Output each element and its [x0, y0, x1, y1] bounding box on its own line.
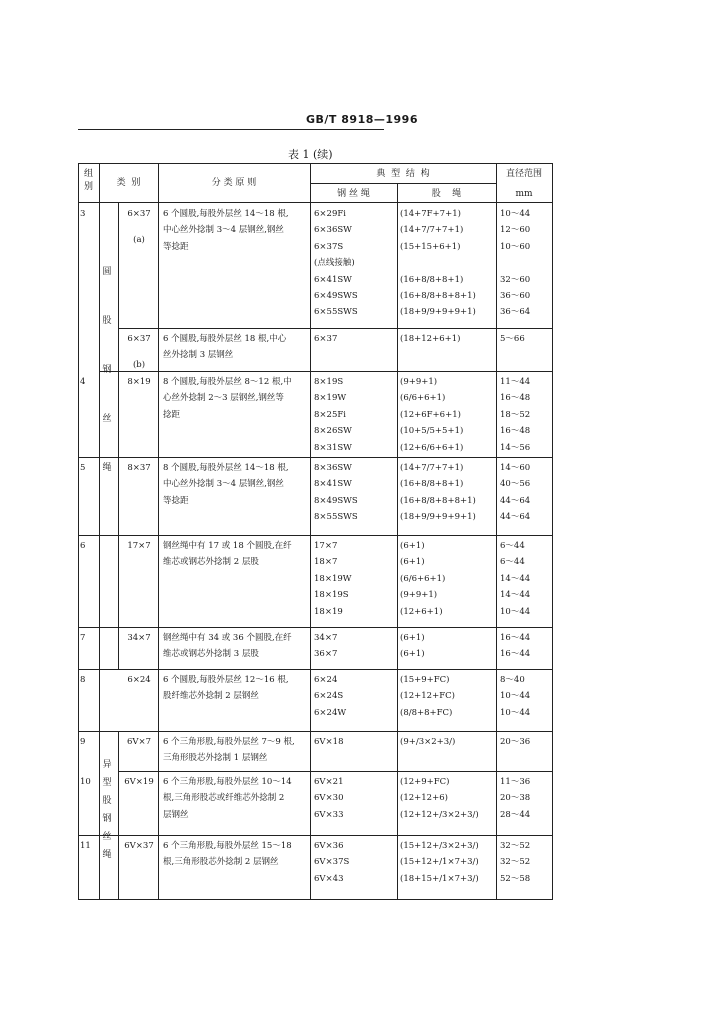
strand-structure: (12+12+6)	[400, 793, 448, 804]
header-principle: 分 类 原 则	[211, 178, 257, 188]
strand-structure: (18+12+6+1)	[400, 334, 461, 344]
diameter-range: 20～36	[500, 737, 531, 747]
header-diameter: 直径范围	[505, 169, 542, 179]
table-title: 表 1 (续)	[288, 148, 333, 161]
principle-line: 根,三角形股芯或纤维芯外捻制 2	[163, 793, 285, 804]
rope-structure: 6V×30	[314, 793, 344, 804]
diameter-range: 11～36	[500, 777, 531, 787]
category: 6V×37	[124, 841, 154, 851]
category: 8×19	[127, 377, 151, 387]
group-number: 6	[80, 541, 86, 551]
vertical-char: 丝	[102, 414, 112, 424]
group-number: 4	[80, 377, 86, 387]
page-header: GB/T 8918—1996	[306, 113, 418, 126]
rope-structure: 8×41SW	[314, 479, 352, 490]
principle-line: 三角形股芯外捻制 1 层钢丝	[163, 753, 268, 764]
rope-structure: 6V×21	[314, 777, 344, 787]
header-unit: mm	[515, 189, 533, 199]
group-number: 8	[80, 675, 86, 685]
header-group-char: 组	[83, 169, 93, 179]
category-sub: (a)	[133, 235, 145, 245]
group-number: 3	[80, 209, 86, 219]
rope-structure: 18×19W	[314, 573, 352, 584]
group-number: 5	[80, 463, 86, 473]
strand-structure: (12+6+1)	[400, 606, 443, 617]
vertical-char: 绳	[102, 850, 112, 860]
rope-structure: 6×29Fi	[314, 209, 346, 219]
diameter-range: 52～58	[500, 873, 531, 884]
principle-line: 维芯或钢芯外捻制 3 层股	[163, 649, 259, 660]
diameter-range: 14～60	[500, 463, 531, 473]
diameter-range: 5～66	[500, 334, 525, 344]
vertical-char: 钢	[102, 814, 112, 824]
category: 17×7	[127, 541, 151, 551]
category: 6V×7	[126, 737, 152, 747]
category: 8×37	[127, 463, 151, 473]
strand-structure: (8/8+8+FC)	[400, 707, 453, 718]
vertical-char: 绳	[102, 463, 112, 473]
diameter-range: 14～56	[500, 442, 531, 453]
strand-structure: (6+1)	[400, 649, 425, 660]
strand-structure: (16+8/8+8+1)	[400, 274, 464, 285]
rope-structure: 6V×18	[314, 737, 344, 747]
strand-structure: (10+5/5+5+1)	[400, 426, 464, 437]
principle-line: 6 个圆股,每股外层丝 18 根,中心	[163, 334, 287, 344]
principle-line: 心丝外捻制 2～3 层钢丝,钢丝等	[163, 393, 284, 404]
diameter-range: 10～44	[500, 691, 531, 702]
header-typical: 典 型 结 构	[376, 169, 430, 179]
strand-structure: (15+9+FC)	[400, 675, 450, 685]
rope-structure: 6V×33	[314, 809, 344, 820]
diameter-range: 40～56	[500, 479, 531, 490]
principle-line: 捻距	[163, 409, 181, 420]
header-strand: 股 绳	[431, 189, 462, 199]
strand-structure: (6+1)	[400, 633, 425, 643]
rope-structure: 8×25Fi	[314, 409, 346, 420]
strand-structure: (14+7F+7+1)	[400, 209, 461, 219]
strand-structure: (9+/3×2+3/)	[400, 737, 456, 747]
vertical-char: 圆	[102, 267, 112, 277]
diameter-range: 44～64	[500, 495, 531, 506]
vertical-char: 丝	[102, 832, 112, 842]
header-rope: 钢 丝 绳	[337, 189, 370, 199]
strand-structure: (6+1)	[400, 557, 425, 568]
group-number: 7	[80, 633, 86, 643]
principle-line: 8 个圆股,每股外层丝 14～18 根,	[163, 463, 289, 473]
strand-structure: (12+9+FC)	[400, 777, 450, 787]
principle-line: 中心丝外捻制 3～4 层钢丝,钢丝	[163, 225, 284, 236]
group-number: 11	[80, 841, 91, 851]
header-category: 类 别	[116, 178, 141, 188]
strand-structure: (6/6+6+1)	[400, 393, 446, 404]
rope-structure: 17×7	[314, 541, 338, 551]
strand-structure: (14+7/7+7+1)	[400, 225, 464, 236]
rope-structure: 8×55SWS	[314, 512, 358, 523]
rope-structure: 8×49SWS	[314, 495, 358, 506]
principle-line: 层钢丝	[163, 809, 189, 820]
rope-structure: 6×55SWS	[314, 307, 358, 318]
principle-line: 8 个圆股,每股外层丝 8～12 根,中	[163, 377, 292, 387]
rope-structure: 6×36SW	[314, 225, 352, 236]
diameter-range: 11～44	[500, 377, 531, 387]
diameter-range: 10～60	[500, 241, 531, 252]
rope-structure: 6×24W	[314, 707, 347, 718]
strand-structure: (16+8/8+8+8+1)	[400, 291, 476, 301]
strand-structure: (9+9+1)	[400, 377, 438, 387]
strand-structure: (12+12+FC)	[400, 691, 455, 702]
principle-line: 等捻距	[163, 241, 189, 252]
diameter-range: 12～60	[500, 225, 531, 236]
diameter-range: 10～44	[500, 707, 531, 718]
category: 6×37	[127, 334, 151, 344]
rope-structure: 8×26SW	[314, 426, 352, 437]
diameter-range: 6～44	[500, 557, 525, 568]
rope-structure: 18×19	[314, 606, 343, 617]
principle-line: 中心丝外捻制 3～4 层钢丝,钢丝	[163, 479, 284, 490]
diameter-range: 14～44	[500, 590, 531, 601]
category: 6×37	[127, 209, 151, 219]
strand-structure: (6/6+6+1)	[400, 573, 446, 584]
rope-structure: 34×7	[314, 633, 338, 643]
principle-line: 丝外捻制 3 层钢丝	[163, 350, 234, 361]
strand-structure: (14+7/7+7+1)	[400, 463, 464, 473]
rope-structure: 8×31SW	[314, 442, 352, 453]
diameter-range: 16～48	[500, 393, 531, 404]
diameter-range: 36～60	[500, 291, 531, 301]
rope-structure: 8×19S	[314, 377, 344, 387]
strand-structure: (12+12+/3×2+3/)	[400, 809, 479, 820]
strand-structure: (15+12+/3×2+3/)	[400, 841, 479, 851]
rope-structure: 6×41SW	[314, 274, 352, 285]
rope-structure: 18×19S	[314, 590, 349, 601]
principle-line: 6 个三角形股,每股外层丝 7～9 根,	[163, 737, 295, 747]
principle-line: 6 个圆股,每股外层丝 14～18 根,	[163, 209, 289, 219]
diameter-range: 8～40	[500, 675, 525, 685]
diameter-range: 10～44	[500, 209, 531, 219]
diameter-range: 28～44	[500, 809, 531, 820]
strand-structure: (18+9/9+9+9+1)	[400, 307, 476, 318]
rope-structure: 6×49SWS	[314, 291, 358, 301]
header-group-char: 别	[83, 182, 93, 192]
diameter-range: 44～64	[500, 512, 531, 523]
diameter-range: 16～44	[500, 633, 531, 643]
rope-structure: (点线接触)	[314, 258, 355, 269]
category: 6V×19	[124, 777, 154, 787]
strand-structure: (15+15+6+1)	[400, 241, 461, 252]
rope-structure: 8×36SW	[314, 463, 352, 473]
rope-structure: 6×24	[314, 675, 338, 685]
rope-structure: 18×7	[314, 557, 338, 568]
diameter-range: 14～44	[500, 573, 531, 584]
vertical-char: 型	[102, 778, 112, 788]
principle-line: 等捻距	[163, 495, 189, 506]
principle-line: 6 个三角形股,每股外层丝 10～14	[163, 777, 292, 787]
strand-structure: (16+8/8+8+8+1)	[400, 495, 476, 506]
principle-line: 6 个三角形股,每股外层丝 15～18	[163, 841, 292, 851]
principle-line: 钢丝绳中有 17 或 18 个圆股,在纤	[163, 541, 292, 551]
diameter-range: 20～38	[500, 793, 531, 804]
rope-structure: 6×24S	[314, 691, 344, 702]
strand-structure: (16+8/8+8+1)	[400, 479, 464, 490]
diameter-range: 16～44	[500, 649, 531, 660]
rope-structure: 6×37	[314, 334, 338, 344]
rope-structure: 6V×37S	[314, 857, 350, 868]
category-sub: (b)	[132, 360, 146, 370]
strand-structure: (18+9/9+9+9+1)	[400, 512, 476, 523]
strand-structure: (15+12+/1×7+3/)	[400, 857, 479, 868]
vertical-char: 股	[102, 796, 112, 806]
principle-line: 6 个圆股,每股外层丝 12～16 根,	[163, 675, 289, 685]
strand-structure: (6+1)	[400, 541, 425, 551]
diameter-range: 18～52	[500, 409, 531, 420]
category: 6×24	[127, 675, 151, 685]
diameter-range: 36～64	[500, 307, 531, 318]
strand-structure: (18+15+/1×7+3/)	[400, 873, 479, 884]
rope-structure: 8×19W	[314, 393, 347, 404]
strand-structure: (9+9+1)	[400, 590, 438, 601]
diameter-range: 32～52	[500, 857, 531, 868]
strand-structure: (12+6/6+6+1)	[400, 442, 464, 453]
principle-line: 根,三角形股芯外捻制 2 层钢丝	[163, 857, 279, 868]
category: 34×7	[127, 633, 151, 643]
vertical-char: 股	[102, 316, 112, 326]
strand-structure: (12+6F+6+1)	[400, 409, 461, 420]
group-number: 9	[80, 737, 86, 747]
diameter-range: 10～44	[500, 606, 531, 617]
header-rule	[78, 129, 384, 130]
rope-structure: 6V×36	[314, 841, 344, 851]
group-number: 10	[80, 777, 91, 787]
diameter-range: 6～44	[500, 541, 525, 551]
rope-structure: 6×37S	[314, 241, 344, 252]
principle-line: 钢丝绳中有 34 或 36 个圆股,在纤	[163, 633, 292, 643]
diameter-range: 16～48	[500, 426, 531, 437]
vertical-char: 钢	[102, 365, 112, 375]
header-group	[78, 168, 99, 194]
diameter-range: 32～52	[500, 841, 531, 851]
diameter-range: 32～60	[500, 274, 531, 285]
rope-structure: 36×7	[314, 649, 338, 660]
rope-structure: 6V×43	[314, 873, 344, 884]
principle-line: 维芯或钢芯外捻制 2 层股	[163, 557, 259, 568]
vertical-char: 异	[102, 760, 112, 770]
principle-line: 股纤维芯外捻制 2 层钢丝	[163, 691, 259, 702]
